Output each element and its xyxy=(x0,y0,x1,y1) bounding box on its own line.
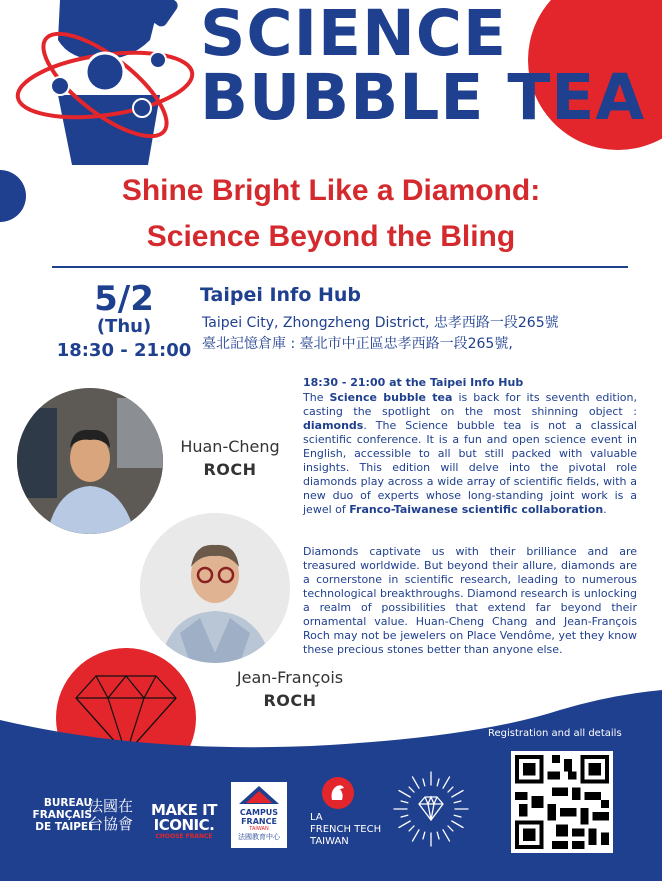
event-address-en: Taipei City, Zhongzheng District, 忠孝西路一段265號 xyxy=(202,315,559,331)
intro-text-a: The xyxy=(303,391,330,404)
french-tech-logo xyxy=(310,812,381,848)
frenchtech-line3: TAIWAN xyxy=(310,836,349,847)
makeit-line3: CHOOSE FRANCE xyxy=(155,833,213,840)
starburst-ray xyxy=(454,801,461,803)
speaker-2-photo xyxy=(140,513,290,663)
bureau-line1: BUREAU xyxy=(43,797,92,809)
event-date: 5/2 xyxy=(94,279,154,319)
makeit-line1: MAKE IT xyxy=(151,801,217,819)
atom-icon xyxy=(10,0,200,175)
starburst-ray xyxy=(401,801,408,803)
starburst-ray xyxy=(437,832,439,839)
bureau-zh: 法國在台協會 xyxy=(88,797,134,833)
event-weekday: (Thu) xyxy=(96,316,152,337)
paragraph-2: Diamonds captivate us with their brilliance and are treasured worldwide. But beyond their allure, diamonds are a cornerstone in scientific research, leading to numerous technological breakthroughs. Diamond research is unlocking a realm of possibilities that extend far beyond their ornamental value. Huan-Cheng Chang and Jean-François Roch may not be jewelers on Place Vendôme, yet they know these precious stones better than anyone else. xyxy=(303,545,637,656)
intro-block xyxy=(303,376,637,517)
title-line2: BUBBLE TEA xyxy=(200,61,646,134)
starburst-ray xyxy=(399,791,410,798)
subtitle-line1: Shine Bright Like a Diamond: xyxy=(121,174,541,207)
starburst-ray xyxy=(423,832,425,839)
campus-france-logo xyxy=(231,782,287,848)
intro-bold-c: Franco-Taiwanese scientific collaboration xyxy=(349,503,604,516)
starburst-ray xyxy=(423,779,425,786)
starburst-ray xyxy=(452,791,463,798)
campus-line2: FRANCE xyxy=(241,817,277,826)
starburst-ray xyxy=(443,777,450,788)
intro-bold-a: Science bubble tea xyxy=(329,391,453,404)
starburst-ray xyxy=(413,777,420,788)
bureau-line3: DE TAIPEI xyxy=(35,821,92,833)
starburst-ray xyxy=(409,826,414,831)
subtitle-line2: Science Beyond the Bling xyxy=(146,220,516,253)
intro-text-b: is back for its seventh edition, casting the spotlight on the most shinning object : xyxy=(303,391,637,418)
speaker-2-first-name: Jean-François xyxy=(236,668,344,687)
campus-france-triangle-icon xyxy=(239,786,279,804)
speaker-1-photo xyxy=(17,388,163,534)
bureau-francais-logo xyxy=(22,797,92,833)
bureau-line2: FRANÇAIS xyxy=(32,809,92,821)
starburst-diamond-icon xyxy=(392,770,470,848)
intro-heading: 18:30 - 21:00 at the Taipei Info Hub xyxy=(303,376,524,389)
speaker-1-first-name: Huan-Cheng xyxy=(180,437,280,456)
title-line1: SCIENCE xyxy=(200,0,508,70)
campus-line1: CAMPUS xyxy=(239,808,279,817)
event-address-zh: 臺北記憶倉庫 : 臺北市中正區忠孝西路一段265號, xyxy=(202,336,513,352)
make-it-iconic-logo xyxy=(148,803,220,841)
frenchtech-line2: FRENCH TECH xyxy=(310,824,382,835)
divider xyxy=(52,266,628,268)
frenchtech-line1: LA xyxy=(310,812,323,823)
starburst-ray xyxy=(448,787,453,792)
starburst-ray xyxy=(409,787,414,792)
starburst-ray xyxy=(452,821,463,828)
starburst-ray xyxy=(454,815,461,817)
intro-text-c: . The Science bubble tea is not a classical scientific conference. It is a fun and open science event in English, accessible to all but still packed with valuable insights. This edition will delve into the pivotal role diamonds play across a wide array of scientific fields, with a new duo of experts whose long-standing joint work is a jewel of xyxy=(303,419,637,516)
event-venue: Taipei Info Hub xyxy=(200,284,362,306)
starburst-ray xyxy=(443,830,450,841)
intro-text-d: . xyxy=(603,503,607,516)
starburst-ray xyxy=(448,826,453,831)
makeit-line2: ICONIC. xyxy=(153,816,215,834)
starburst-ray xyxy=(401,815,408,817)
campus-zh: 法國教育中心 xyxy=(238,833,280,841)
starburst-ray xyxy=(399,821,410,828)
starburst-ray xyxy=(437,779,439,786)
event-time: 18:30 - 21:00 xyxy=(56,340,192,361)
speaker-2-last-name: ROCH xyxy=(263,691,317,710)
rooster-icon xyxy=(320,776,356,810)
starburst-ray xyxy=(413,830,420,841)
campus-sub: TAIWAN xyxy=(249,826,269,832)
registration-text: Registration and all details xyxy=(488,728,622,739)
qr-code[interactable] xyxy=(511,751,613,853)
speaker-1-last-name: ROCH xyxy=(203,460,257,479)
intro-bold-b: diamonds xyxy=(303,419,364,432)
